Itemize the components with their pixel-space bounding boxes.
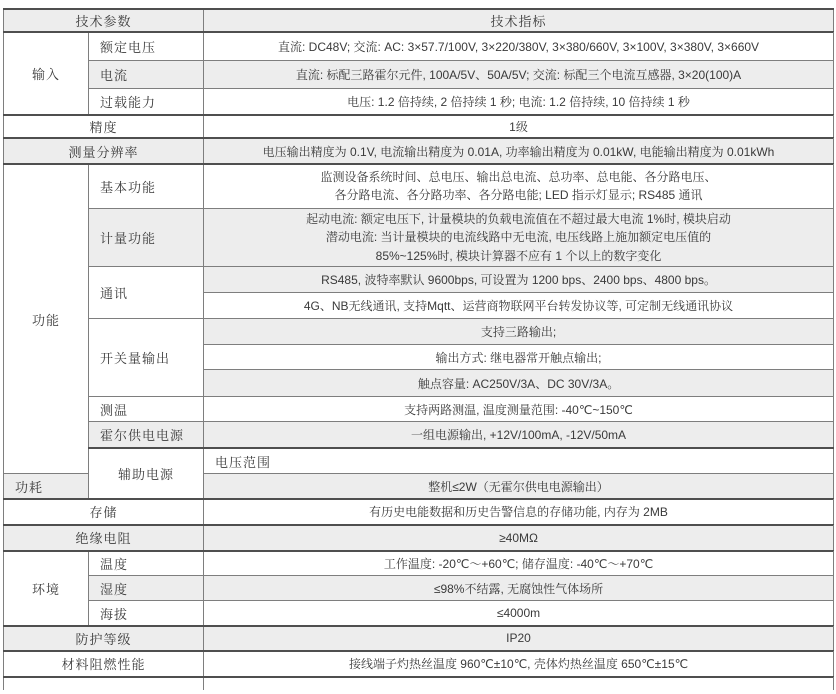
param-basic-function: 基本功能 [89,164,204,208]
section-label-function: 功能 [4,164,89,474]
param-humidity: 湿度 [89,576,204,601]
basic-function-line2: 各分路电流、各分路功率、各分路电能; LED 指示灯显示; RS485 通讯 [334,188,703,203]
value-storage: 有历史电能数据和历史告警信息的存储功能, 内存为 2MB [204,499,834,525]
value-rated-voltage: 直流: DC48V; 交流: AC: 3×57.7/100V, 3×220/380V, 3×380/660V, 3×100V, 3×380V, 3×660V [204,32,834,60]
value-accuracy: 1级 [204,115,834,138]
header-params: 技术参数 [4,9,204,32]
param-altitude: 海拔 [89,601,204,626]
table-row [4,267,834,293]
section-label-protection: 防护等级 [4,626,204,651]
table-row [4,576,834,601]
table-row [4,397,834,422]
table-row [4,164,834,208]
param-communication: 通讯 [89,267,204,319]
table-row [4,319,834,345]
table-row [4,525,834,551]
value-hall-power: 一组电源输出, +12V/100mA, -12V/50mA [204,422,834,448]
table-row [4,448,834,474]
table-row [4,60,834,88]
spec-table [3,8,834,690]
table-row [4,499,834,525]
table-row [4,601,834,626]
section-label-environment: 环境 [4,551,89,626]
cutoff-row [4,677,834,690]
value-basic-function [204,164,834,208]
table-row [4,551,834,576]
table-row [4,208,834,267]
value-switch-output-3: 触点容量: AC250V/3A、DC 30V/3A。 [204,370,834,397]
value-overload: 电压: 1.2 倍持续, 2 倍持续 1 秒; 电流: 1.2 倍持续, 10 倍持续 1 秒 [204,88,834,115]
param-hall-power: 霍尔供电电源 [89,422,204,448]
section-label-storage: 存储 [4,499,204,525]
table-row [4,138,834,164]
section-label-resolution: 测量分辨率 [4,138,204,164]
value-altitude: ≤4000m [204,601,834,626]
table-row [4,32,834,60]
section-label-input: 输入 [4,32,89,115]
table-row [4,115,834,138]
metering-line1: 起动电流: 额定电压下, 计量模块的负载电流值在不超过最大电流 1%时, 模块启动 [306,211,731,226]
section-label-flame: 材料阻燃性能 [4,651,204,677]
param-current: 电流 [89,60,204,88]
param-overload: 过载能力 [89,88,204,115]
value-protection: IP20 [204,626,834,651]
value-current: 直流: 标配三路霍尔元件, 100A/5V、50A/5V; 交流: 标配三个电流互感器, 3×20(100)A [204,60,834,88]
value-temp-measure: 支持两路测温, 温度测量范围: -40℃~150℃ [204,397,834,422]
value-temperature: 工作温度: -20℃～+60℃; 储存温度: -40℃～+70℃ [204,551,834,576]
table-row [4,626,834,651]
value-switch-output-1: 支持三路输出; [204,319,834,345]
cutoff-cell-right [204,677,834,690]
param-temperature: 温度 [89,551,204,576]
param-rated-voltage: 额定电压 [89,32,204,60]
param-consumption: 功耗 [4,474,89,499]
basic-function-line1: 监测设备系统时间、总电压、输出总电流、总功率、总电能、各分路电压、 [320,169,717,184]
value-consumption: 整机≤2W（无霍尔供电电源输出） [204,474,834,499]
table-row [4,422,834,448]
param-switch-output: 开关量输出 [89,319,204,397]
table-header-row [4,9,834,32]
metering-line2: 潜动电流: 当计量模块的电流线路中无电流, 电压线路上施加额定电压值的 [325,230,712,245]
table-row [4,651,834,677]
param-voltage-range: 电压范围 [204,448,834,474]
param-metering-function: 计量功能 [89,208,204,267]
value-metering-function [204,208,834,267]
value-switch-output-2: 输出方式: 继电器常开触点输出; [204,345,834,370]
header-specs: 技术指标 [204,9,834,32]
value-communication-rs485: RS485, 波特率默认 9600bps, 可设置为 1200 bps、2400 bps、4800 bps。 [204,267,834,293]
param-temp-measure: 测温 [89,397,204,422]
value-humidity: ≤98%不结露, 无腐蚀性气体场所 [204,576,834,601]
value-communication-wireless: 4G、NB无线通讯, 支持Mqtt、运营商物联网平台转发协议等, 可定制无线通讯协议 [204,293,834,319]
metering-line3: 85%~125%时, 模块计算器不应有 1 个以上的数字变化 [375,248,662,263]
cutoff-cell-left [4,677,204,690]
value-flame: 接线端子灼热丝温度 960℃±10℃, 壳体灼热丝温度 650℃±15℃ [204,651,834,677]
table-row [4,88,834,115]
value-insulation: ≥40MΩ [204,525,834,551]
section-label-accuracy: 精度 [4,115,204,138]
section-label-insulation: 绝缘电阻 [4,525,204,551]
value-resolution: 电压输出精度为 0.1V, 电流输出精度为 0.01A, 功率输出精度为 0.01kW, 电能输出精度为 0.01kWh [204,138,834,164]
section-label-aux-power: 辅助电源 [89,448,204,499]
